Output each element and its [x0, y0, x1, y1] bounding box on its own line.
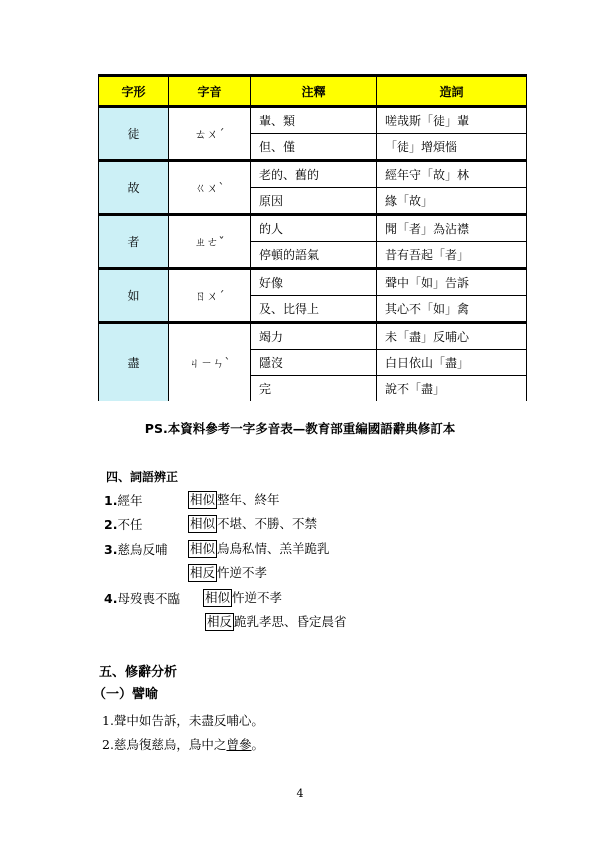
header-pron: 字音	[169, 76, 251, 107]
cell-char: 故	[99, 161, 169, 215]
table-header-row	[99, 76, 527, 107]
char-table	[98, 74, 527, 401]
table-row	[99, 107, 527, 134]
section5-heading: 五、修辭分析	[99, 665, 178, 680]
line-text: 2.慈烏復慈烏，鳥中之	[102, 737, 227, 752]
rhetoric-line	[102, 711, 264, 729]
item-term: 母歿喪不臨	[117, 591, 180, 606]
cell-note: 好像	[251, 269, 377, 296]
similar-tag: 相似	[190, 541, 216, 556]
item-text: 忤逆不孝	[232, 590, 283, 605]
item-number: 2.	[104, 517, 118, 532]
item-text: 不堪、不勝、不禁	[217, 516, 318, 531]
list-item-detail	[188, 514, 317, 533]
cell-word: 昔有吾起「者」	[377, 242, 527, 269]
cell-char: 盡	[99, 323, 169, 402]
cell-note: 老的、舊的	[251, 161, 377, 188]
similar-tag: 相似	[205, 590, 231, 605]
list-item	[104, 515, 142, 533]
cell-word: 未「盡」反哺心	[377, 323, 527, 350]
opposite-tag: 相反	[190, 565, 216, 580]
table-row	[99, 161, 527, 188]
cell-char: 者	[99, 215, 169, 269]
list-item-detail	[188, 490, 280, 509]
section4-heading: 四、詞語辨正	[106, 470, 179, 484]
cell-note: 完	[251, 376, 377, 402]
cell-word: 經年守「故」林	[377, 161, 527, 188]
table-row	[99, 323, 527, 350]
cell-pron: ㄊㄨˊ	[169, 107, 251, 161]
item-text: 烏鳥私情、羔羊跪乳	[217, 541, 330, 556]
cell-note: 停頓的語氣	[251, 242, 377, 269]
cell-char: 徒	[99, 107, 169, 161]
list-item-detail	[188, 539, 330, 558]
cell-note: 原因	[251, 188, 377, 215]
cell-note: 但、僅	[251, 134, 377, 161]
cell-char: 如	[99, 269, 169, 323]
cell-note: 的人	[251, 215, 377, 242]
cell-word: 聲中「如」告訴	[377, 269, 527, 296]
list-item	[104, 540, 167, 558]
section5-subheading: （一）譬喻	[93, 687, 159, 702]
similar-tag: 相似	[190, 516, 216, 531]
item-number: 1.	[104, 493, 118, 508]
list-item	[104, 491, 142, 509]
cell-word: 「徒」增煩惱	[377, 134, 527, 161]
cell-note: 竭力	[251, 323, 377, 350]
cell-word: 白日依山「盡」	[377, 350, 527, 376]
item-text: 忤逆不孝	[217, 565, 268, 580]
item-term: 不任	[117, 517, 143, 532]
item-term: 慈烏反哺	[117, 542, 168, 557]
similar-tag: 相似	[190, 492, 216, 507]
table-row	[99, 215, 527, 242]
rhetoric-line	[102, 735, 264, 753]
cell-word: 其心不「如」禽	[377, 296, 527, 323]
cell-word: 緣「故」	[377, 188, 527, 215]
list-item-detail	[188, 563, 267, 582]
item-text: 整年、終年	[217, 492, 280, 507]
item-number: 4.	[104, 591, 118, 606]
item-term: 經年	[117, 493, 143, 508]
ps-note: PS.本資料參考一字多音表—教育部重編國語辭典修訂本	[144, 421, 456, 436]
cell-note: 輩、類	[251, 107, 377, 134]
header-word: 造詞	[377, 76, 527, 107]
line-text: 1.聲中如告訴，未盡反哺心。	[102, 713, 264, 728]
header-char: 字形	[99, 76, 169, 107]
page-number: 4	[296, 787, 304, 800]
underlined-text: 曾參	[226, 737, 252, 752]
cell-word: 嗟哉斯「徒」輩	[377, 107, 527, 134]
opposite-tag: 相反	[207, 614, 233, 629]
list-item-detail	[205, 612, 347, 631]
item-number: 3.	[104, 542, 118, 557]
cell-note: 隱沒	[251, 350, 377, 376]
header-note: 注釋	[251, 76, 377, 107]
table-row	[99, 269, 527, 296]
cell-word: 聞「者」為沾襟	[377, 215, 527, 242]
list-item	[104, 589, 180, 607]
cell-pron: ㄓㄜˇ	[169, 215, 251, 269]
line-text-end: 。	[251, 737, 264, 752]
cell-pron: ㄖㄨˊ	[169, 269, 251, 323]
item-text: 跪乳孝思、昏定晨省	[234, 614, 347, 629]
cell-pron: ㄐㄧㄣˋ	[169, 323, 251, 402]
list-item-detail	[203, 588, 282, 607]
cell-note: 及、比得上	[251, 296, 377, 323]
cell-pron: ㄍㄨˋ	[169, 161, 251, 215]
cell-word: 說不「盡」	[377, 376, 527, 402]
